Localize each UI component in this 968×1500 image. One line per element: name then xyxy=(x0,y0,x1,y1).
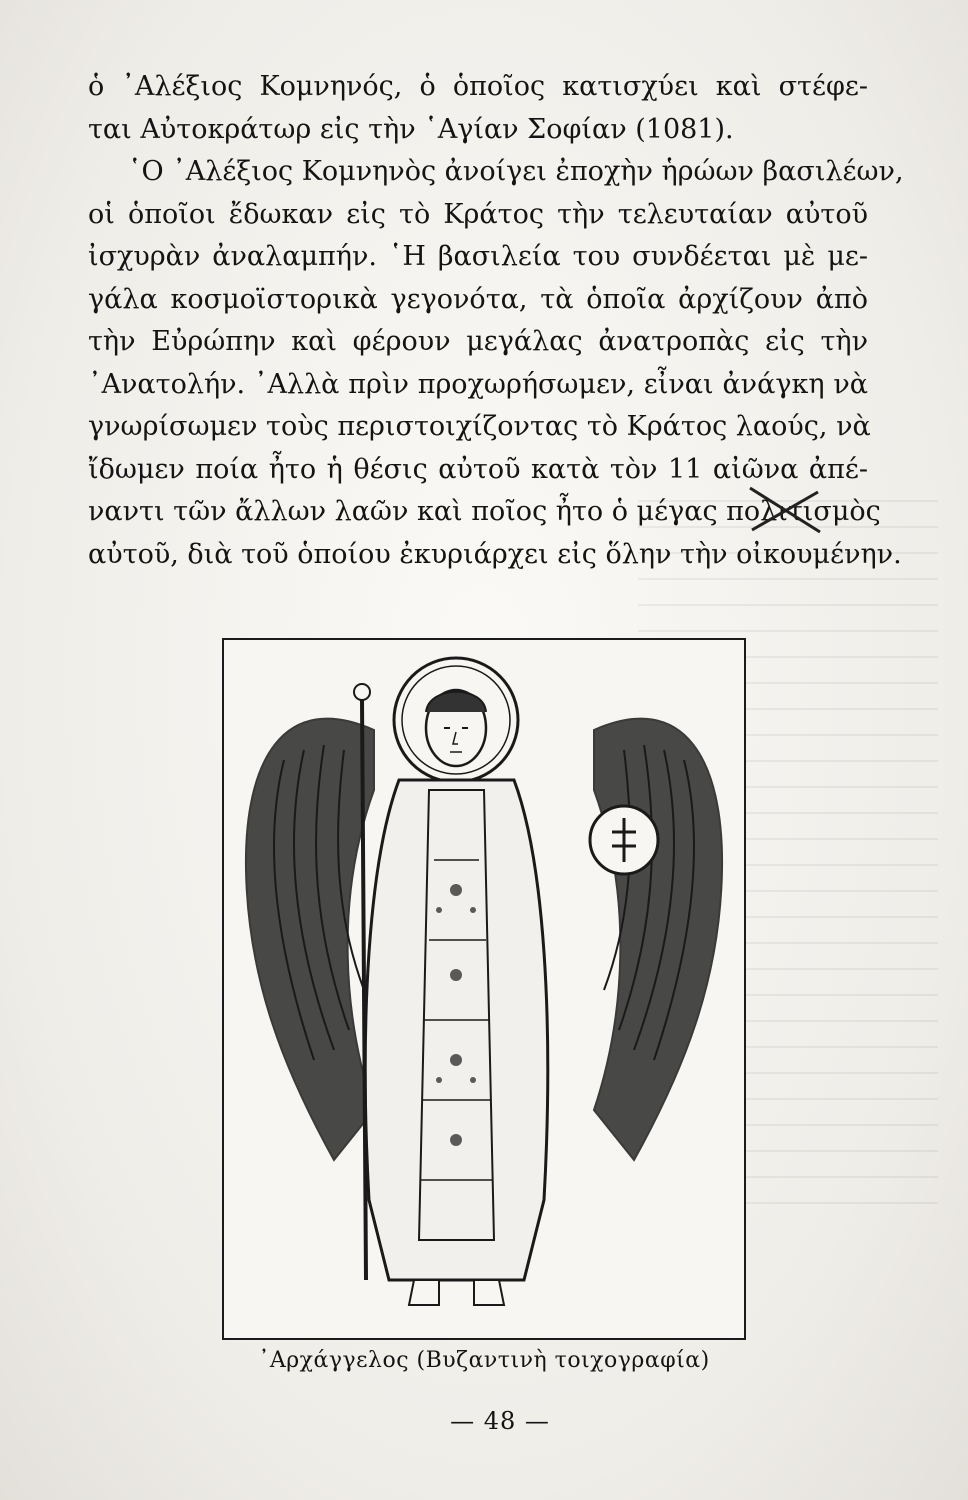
text-line: γάλα κοσμοϊστορικὰ γεγονότα, τὰ ὁποῖα ἀρχίζουν ἀπὸ xyxy=(88,283,868,315)
text-line: τὴν Εὐρώπην καὶ φέρουν μεγάλας ἀνατροπὰς εἰς τὴν xyxy=(88,326,868,357)
robe xyxy=(365,780,548,1280)
text-line: ῾Ο ᾿Αλέξιος Κομνηνὸς ἀνοίγει ἐποχὴν ἡρώων βασιλέων, xyxy=(128,156,904,187)
figure-caption: ᾿Αρχάγγελος (Βυζαντινὴ τοιχογραφία) xyxy=(258,1348,710,1373)
pencil-cross-mark xyxy=(740,480,830,540)
left-wing xyxy=(246,719,374,1160)
text-line: ἴδωμεν ποία ἦτο ἡ θέσις αὐτοῦ κατὰ τὸν 11 αἰῶνα ἀπέ- xyxy=(88,453,868,485)
text-line: αὐτοῦ, διὰ τοῦ ὁποίου ἐκυριάρχει εἰς ὅλην τὴν οἰκουμένην. xyxy=(88,538,902,570)
text-line: οἱ ὁποῖοι ἔδωκαν εἰς τὸ Κράτος τὴν τελευταίαν αὐτοῦ xyxy=(88,198,868,230)
text-line: ται Αὐτοκράτωρ εἰς τὴν ῾Αγίαν Σοφίαν (1081). xyxy=(88,113,734,145)
text-line: γνωρίσωμεν τοὺς περιστοιχίζοντας τὸ Κράτος λαούς, νὰ xyxy=(88,411,871,442)
text-line: ὁ ᾿Αλέξιος Κομνηνός, ὁ ὁποῖος κατισχύει καὶ στέφε- xyxy=(88,71,868,102)
text-line: ναντι τῶν ἄλλων λαῶν καὶ ποῖος ἦτο ὁ μέγας πολιτισμὸς xyxy=(88,496,881,527)
page-number: — 48 — xyxy=(450,1407,550,1435)
right-wing xyxy=(594,719,722,1160)
text-line: ᾿Ανατολήν. ᾿Αλλὰ πρὶν προχωρήσωμεν, εἶναι ἀνάγκη νὰ xyxy=(88,368,868,400)
text-line: ἰσχυρὰν ἀναλαμπήν. ῾Η βασιλεία του συνδέεται μὲ με- xyxy=(88,241,868,272)
archangel-illustration xyxy=(222,638,746,1340)
archangel-drawing xyxy=(224,640,744,1338)
